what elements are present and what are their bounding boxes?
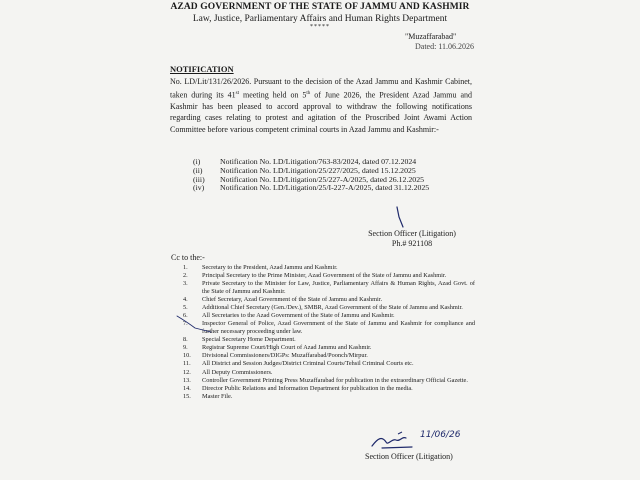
government-title: AZAD GOVERNMENT OF THE STATE OF JAMMU AND KASHMIR <box>170 2 470 12</box>
cc-item-number: 5. <box>183 304 188 312</box>
cc-item <box>183 296 475 303</box>
cc-item <box>183 344 475 351</box>
cc-item-text: Divisional Commissioners/DIGPs: Muzaffarabad/Poonch/Mirpur. <box>202 352 368 360</box>
cc-item <box>183 369 475 376</box>
cc-item-number: 11. <box>183 360 191 368</box>
cc-item <box>183 377 475 384</box>
cc-item-number: 1. <box>183 264 188 271</box>
list-item-number: (iii) <box>193 174 205 184</box>
paragraph-part-3: of June 2026, the President Azad Jammu and Kashmir has been pleased to accord approval to withdraw the following notifications regarding cases relating to protest and agitation of the Proscribed Joint Awami Action Committee before various competent criminal courts in Azad Jammu and Kashmir:- <box>170 90 472 135</box>
paragraph-part-1: No. LD/Lit/131/26/2026. Pursuant to the decision of the Azad Jammu and Kashmir Cabinet, taken during its 41 <box>170 77 472 100</box>
list-item-text: Notification No. LD/Litigation/25/227/2025, dated 15.12.2025 <box>220 165 416 175</box>
cc-item <box>183 385 475 392</box>
cc-item <box>183 312 475 319</box>
list-item <box>193 184 429 193</box>
place-city: "Muzaffarabad" <box>405 32 457 41</box>
cc-item <box>183 272 475 279</box>
notification-title: NOTIFICATION <box>170 64 234 74</box>
letterhead <box>0 2 640 30</box>
cc-item <box>183 264 475 271</box>
list-item-number: (ii) <box>193 165 203 175</box>
cc-item <box>183 320 475 334</box>
signature-mark-1 <box>392 205 412 231</box>
cc-list <box>183 264 475 401</box>
place-date-block <box>405 32 474 52</box>
cc-item-number: 2. <box>183 272 188 280</box>
cc-item-number: 13. <box>183 376 191 384</box>
list-item-text: Notification No. LD/Litigation/763-83/2024, dated 07.12.2024 <box>220 157 417 166</box>
signature-block-1 <box>357 229 467 249</box>
cc-item-text: Controller Government Printing Press Muzaffarabad for publication in the extraordinary Official Gazette. <box>202 376 468 384</box>
signature-block-2 <box>365 452 453 461</box>
header-stars: ***** <box>310 24 330 30</box>
cc-item-text: Director Public Relations and Information Department for publication in the media. <box>202 385 413 393</box>
cc-item-number: 12. <box>183 368 191 376</box>
cc-item <box>183 393 475 400</box>
cc-item <box>183 352 475 359</box>
cc-item-number: 14. <box>183 385 191 393</box>
signatory-designation: Section Officer (Litigation) <box>368 229 456 238</box>
cc-item <box>183 360 475 367</box>
list-item-text: Notification No. LD/Litigation/25/227-A/2025, dated 26.12.2025 <box>220 174 424 184</box>
handwritten-date: 11/06/26 <box>420 430 461 440</box>
superscript-st: st <box>235 90 240 96</box>
cc-item-number: 3. <box>183 280 188 288</box>
superscript-th: th <box>306 90 311 96</box>
cc-item-text: All Secretaries to the Azad Government of the State of Jammu and Kashmir. <box>202 312 395 320</box>
list-item-text: Notification No. LD/Litigation/25/I-227-A/2025, dated 31.12.2025 <box>220 183 430 193</box>
cc-item-text: All District and Session Judges/District Criminal Courts/Tehsil Criminal Courts etc. <box>202 360 414 368</box>
cc-item-text: Additional Chief Secretary (Gen./Dev.), SMBR, Azad Government of the State of Jammu and Kashmir. <box>202 304 463 312</box>
cc-item-text: Master File. <box>202 393 233 401</box>
cc-item-text: All Deputy Commissioners. <box>202 368 273 376</box>
cc-item-number: 7. <box>183 320 188 328</box>
cc-item <box>183 336 475 343</box>
cc-item-number: 6. <box>183 312 188 320</box>
signatory-phone: Ph.# 921108 <box>391 239 433 248</box>
withdrawn-notifications-list <box>193 158 429 193</box>
cc-item-text: Inspector General of Police, Azad Government of the State of Jammu and Kashmir for compliance and further necessary proceeding under law. <box>202 320 475 335</box>
tick-mark <box>175 312 215 334</box>
notification-paragraph <box>170 76 472 136</box>
list-item-number: (i) <box>193 157 201 166</box>
cc-item-number: 9. <box>183 344 188 352</box>
signatory-designation: Section Officer (Litigation) <box>365 452 453 461</box>
cc-item-number: 8. <box>183 335 188 343</box>
list-item-number: (iv) <box>193 183 205 193</box>
cc-item-number: 15. <box>183 393 191 401</box>
issue-date: Dated: 11.06.2026 <box>415 42 475 51</box>
cc-item-text: Registrar Supreme Court/High Court of Azad Jammu and Kashmir. <box>202 344 372 352</box>
cc-item-text: Principal Secretary to the Prime Minister, Azad Government of the State of Jammu and Kashmir. <box>202 272 447 280</box>
cc-item-number: 10. <box>183 352 191 360</box>
cc-item-text: Secretary to the President, Azad Jammu and Kashmir. <box>202 264 338 271</box>
cc-item-number: 4. <box>183 295 188 303</box>
cc-item <box>183 304 475 311</box>
paragraph-part-2: meeting held on 5 <box>239 90 307 100</box>
department-title: Law, Justice, Parliamentary Affairs and Human Rights Department <box>192 14 448 24</box>
cc-item-text: Private Secretary to the Minister for Law, Justice, Parliamentary Affairs & Human Rights, Azad Govt. of the State of Jammu and Kashmir. <box>202 280 475 295</box>
cc-item-text: Chief Secretary, Azad Government of the State of Jammu and Kashmir. <box>202 295 383 303</box>
cc-title: Cc to the:- <box>171 253 205 262</box>
cc-item-text: Special Secretary Home Department. <box>202 335 296 343</box>
cc-item <box>183 280 475 294</box>
